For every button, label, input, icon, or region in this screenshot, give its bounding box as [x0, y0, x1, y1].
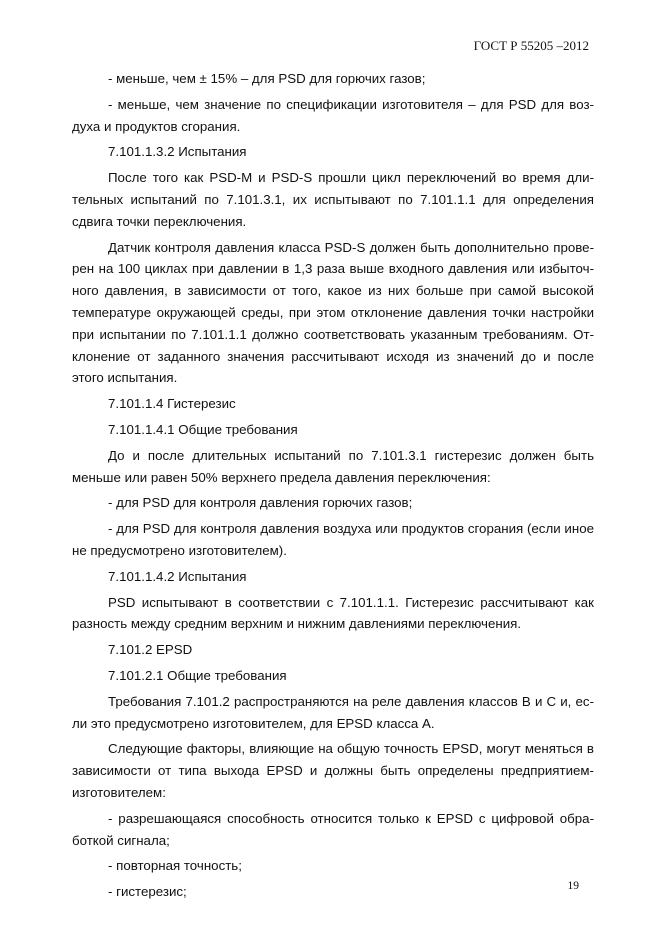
page-header-doc-id: ГОСТ Р 55205 –2012	[473, 38, 589, 53]
list-item-hysteresis: - гистерезис;	[108, 884, 187, 900]
list-item-resolution: - разрешающаяся способность относится только к EPSD с цифровой обработкой сигнала;	[72, 810, 594, 848]
list-item-air-control: - для PSD для контроля давления воздуха или продуктов сгорания (если иное не предусмотрено изготовителем).	[72, 521, 594, 558]
section-heading-7-101-2-1: 7.101.2.1 Общие требования	[108, 667, 287, 683]
list-item-air-limit: - меньше, чем значение по спецификации изготовителя – для PSD для воздуха и продуктов сгорания.	[72, 96, 594, 134]
section-heading-7-101-1-3-2: 7.101.1.3.2 Испытания	[108, 144, 247, 160]
list-item-flammable-gas-control: - для PSD для контроля давления горючих газов;	[108, 495, 413, 511]
section-heading-7-101-2: 7.101.2 EPSD	[108, 642, 193, 658]
paragraph-hysteresis-requirement: До и после длительных испытаний по 7.101.3.1 гистерезис должен быть меньше или равен 50% верхнего предела давления переключения:	[72, 447, 594, 485]
section-heading-7-101-1-4-1: 7.101.1.4.1 Общие требования	[108, 421, 298, 437]
paragraph-hysteresis-test: PSD испытывают в соответствии с 7.101.1.1. Гистерезис рассчитывают как разность между средним верхним и нижним давлениями переключения.	[72, 594, 594, 632]
paragraph-accuracy-factors: Следующие факторы, влияющие на общую точность EPSD, могут меняться в зависимости от типа выхода EPSD и должны быть определены предприятием-изготовителем:	[72, 741, 594, 800]
list-item-flammable-gas-limit: - меньше, чем ± 15% – для PSD для горючих газов;	[108, 71, 426, 86]
section-heading-7-101-1-4: 7.101.1.4 Гистерезис	[108, 396, 236, 412]
list-item-repeatability: - повторная точность;	[108, 858, 242, 874]
paragraph-cycle-tests: После того как PSD-M и PSD-S прошли цикл переключений во время длительных испытаний по 7.101.3.1, их испытывают по 7.101.1.1 для определения сдвига точки переключения.	[72, 170, 594, 229]
page-number: 19	[567, 880, 579, 892]
document-body	[72, 68, 594, 907]
section-heading-7-101-1-4-2: 7.101.1.4.2 Испытания	[108, 568, 247, 584]
paragraph-psd-s-check: Датчик контроля давления класса PSD-S должен быть дополнительно проверен на 100 циклах при давлении в 1,3 раза выше входного давления или избыточного давления, в зависимости от того, какое из них больше при самой высокой температуре окружающей среды, при этом отклонение давления точки настройки при испытании по 7.101.1.1 должно соответствовать указанным требованиям. Отклонение от заданного значения рассчитывают исходя из значений до и после этого испытания.	[72, 239, 594, 386]
paragraph-scope: Требования 7.101.2 распространяются на реле давления классов В и С и, если это предусмотрено изготовителем, для EPSD класса А.	[72, 693, 594, 731]
